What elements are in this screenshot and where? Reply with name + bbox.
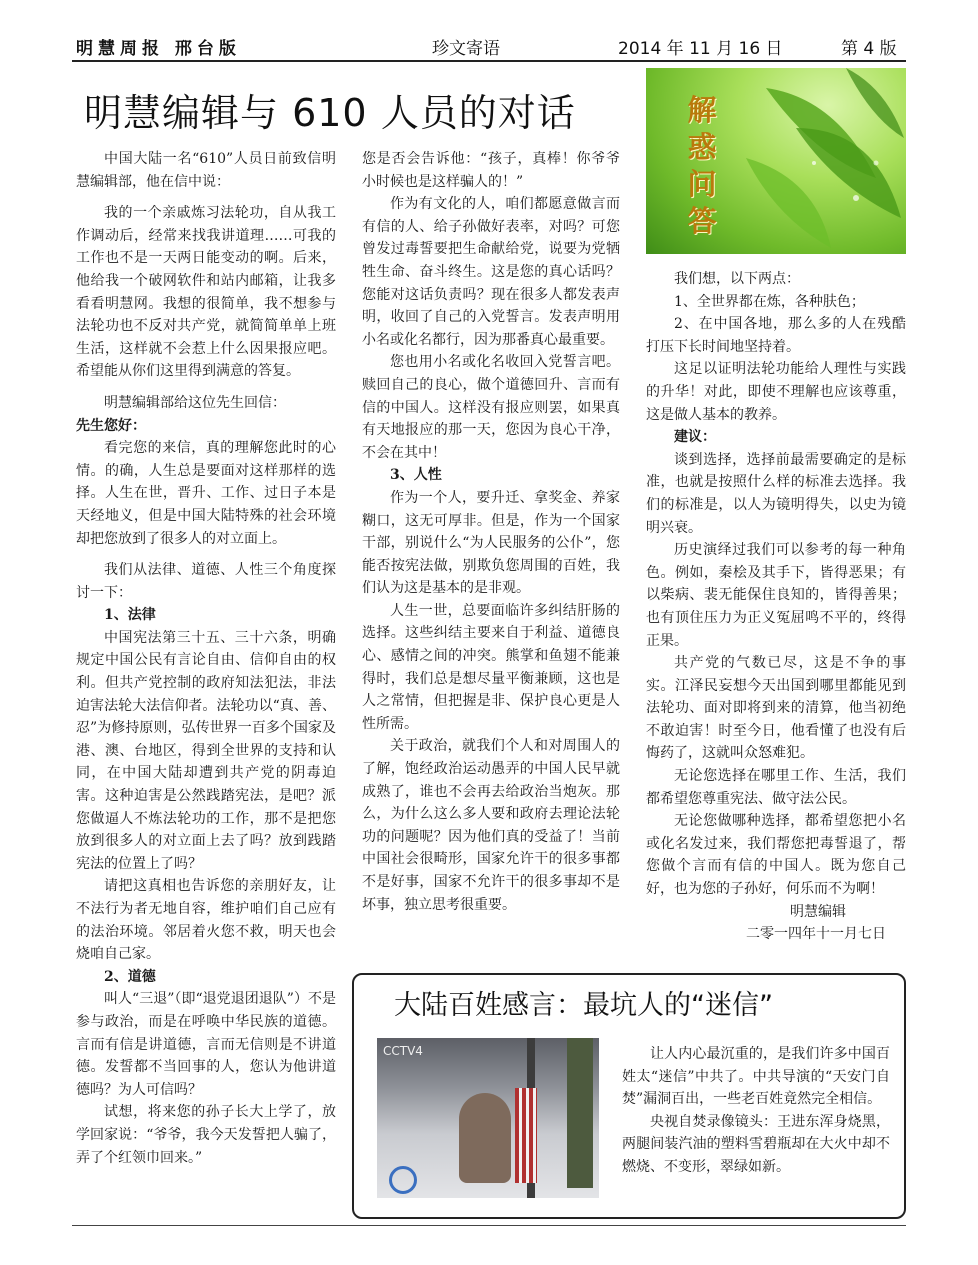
paragraph: 我们想，以下两点： [674,271,800,287]
paragraph: 明慧编辑部给这位先生回信： [104,394,286,411]
salutation: 先生您好： [76,417,146,434]
paragraph: 让人内心最沉重的，是我们许多中国百姓太“迷信”中共了。中共导演的“天安门自焚”漏洞百出，一些老百姓竟然完全相信。 [622,1046,890,1108]
signature: 明慧编辑 [790,903,846,920]
page-number: 第 4 版 [841,39,897,59]
paragraph: 中国宪法第三十五、三十六条，明确规定中国公民有言论自由、信仰自由的权利。但共产党控制的政府知法犯法，非法迫害法轮大法信仰者。法轮功以“真、善、忍”为修持原则，弘传世界一百多个国家及港、澳、台地区，得到全世界的支持和认同，在中国大陆却遭到共产党的阴毒迫害。这种迫害是公然践踏宪法，是吧？派您做逼人不炼法轮功的工作，那不是把您放到很多人的对立面上去了吗？放到践踏宪法的位置上了吗？ [76,629,336,872]
photo-flag [515,1088,537,1183]
article-column-right [646,268,906,946]
boxed-article [352,973,906,1219]
section-name: 珍文寄语 [432,39,500,59]
paragraph: 您是否会告诉他：“孩子，真棒！你爷爷小时候也是这样骗人的！” [362,151,620,190]
paragraph: 作为一个人，要升迁、拿奖金、养家糊口，这无可厚非。但是，作为一个国家干部，别说什么“为人民服务的公仆”，您能否按宪法做，别欺负您周围的百姓，我们认为这是基本的是非观。 [362,489,620,597]
article-title: 明慧编辑与 610 人员的对话 [84,91,576,135]
boxed-article-body [622,1043,890,1179]
paragraph: 历史演绎过我们可以参考的每一种角色。例如，秦桧及其手下，皆得恶果；有以柴病、裴无能保住良知的，皆得善果；也有顶住压力为正义冤屈鸣不平的，终得正果。 [646,542,906,649]
paragraph: 这足以证明法轮功能给人理性与实践的升华！对此，即使不理解也应该尊重，这是做人基本的教养。 [646,361,906,423]
boxed-article-title: 大陆百姓感言：最坑人的“迷信” [394,990,773,1021]
paragraph: 我的一个亲戚炼习法轮功，自从我工作调动后，经常来找我讲道理……可我的工作也不是一天两日能变动的啊。后来，他给我一个破网软件和站内邮箱，让我多看看明慧网。我想的很简单，我不想参与法轮功也不反对共产党，就简简单单上班生活，这样就不会惹上什么因果报应吧。希望能从你们这里得到满意的答复。 [76,205,336,380]
list-item: 2、在中国各地，那么多的人在残酷打压下长时间地坚持着。 [646,316,906,355]
photo-officer [567,1038,593,1188]
paragraph: 关于政治，就我们个人和对周围人的了解，饱经政治运动愚弄的中国人民早就成熟了，谁也不会再去给政治当炮灰。那么，为什么这么多人要和政府去理论法轮功的问题呢？因为他们真的受益了！当前中国社会很畸形，国家允许干的很多事都不是好事，国家不允许干的很多事却不是坏事，独立思考很重要。 [362,738,620,913]
paragraph: 中国大陆一名“610”人员日前致信明慧编辑部，他在信中说： [76,151,336,190]
section-heading: 1、法律 [104,607,156,624]
masthead [72,34,906,60]
paragraph: 您也用小名或化名收回入党誓言吧。赎回自己的良心，做个道德回升、言而有信的中国人。这样没有报应则罢，如果真有天地报应的那一天，您因为良心干净，不会在其中！ [362,354,620,461]
paragraph: 无论您选择在哪里工作、生活，我们都希望您尊重宪法、做守法公民。 [646,768,906,807]
section-heading: 建议： [674,429,716,446]
paragraph: 叫人“三退”（即“退党退团退队”）不是参与政治，而是在呼唤中华民族的道德。言而有信是讲道德，言而无信则是不讲道德。发誓都不当回事的人，您认为他讲道德吗？为人可信吗？ [76,991,336,1098]
leaf-banner-image [646,68,906,254]
broadcaster-logo-icon [389,1166,417,1194]
paragraph: 我们从法律、道德、人性三个角度探讨一下： [76,562,336,601]
paragraph: 无论您做哪种选择，都希望您把小名或化名发过来，我们帮您把毒誓退了，帮您做个言而有信的中国人。既为您自己好，也为您的子孙好，何乐而不为啊！ [646,813,906,898]
news-photo [377,1038,599,1198]
paragraph: 看完您的来信，真的理解您此时的心情。的确，人生总是要面对这样那样的选择。人生在世，晋升、工作、过日子本是天经地义，但是中国大陆特殊的社会环境却把您放到了很多人的对立面上。 [76,440,336,547]
list-item: 1、全世界都在炼，各种肤色； [674,293,865,310]
paragraph: 共产党的气数已尽，这是不争的事实。江泽民妄想今天出国到哪里都能见到法轮功、面对即将到来的清算，他当初绝不敢迫害！时至今日，他看懂了也没有后悔药了，这就叫众怒难犯。 [646,655,906,762]
paper-name: 明慧周报 邢台版 [76,39,241,59]
paragraph: 央视自焚录像镜头：王进东浑身烧黑，两腿间装汽油的塑料雪碧瓶却在大火中却不燃烧、不变形，翠绿如新。 [622,1113,890,1175]
paragraph: 作为有文化的人，咱们都愿意做言而有信的人、给子孙做好表率，对吗？可您曾发过毒誓要把生命献给党，说要为党牺牲生命、奋斗终生。这是您的真心话吗？您能对这话负责吗？现在很多人都发表声明，收回了自己的入党誓言。发表声明用小名或化名都行，因为那番真心最重要。 [362,196,620,348]
issue-date: 2014 年 11 月 16 日 [618,39,783,59]
paragraph: 请把这真相也告诉您的亲朋好友，让不法行为者无地自容，维护咱们自己应有的法治环境。邻居着火您不救，明天也会烧咱自己家。 [76,878,336,963]
paragraph: 谈到选择，选择前最需要确定的是标准，也就是按照什么样的标准去选择。我们的标准是，以人为镜明得失，以史为镜明兴衰。 [646,451,906,536]
paragraph: 试想，将来您的孙子长大上学了，放学回家说：“爷爷，我今天发誓把人骗了，弄了个红领巾回来。” [76,1104,336,1166]
header-divider [72,60,906,62]
footer-divider [72,1225,906,1226]
photo-watermark: CCTV4 [383,1044,423,1058]
section-heading: 2、道德 [104,968,156,985]
paragraph: 人生一世，总要面临许多纠结肝肠的选择。这些纠结主要来自于利益、道德良心、感情之间的冲突。熊掌和鱼翅不能兼得时，我们总是想尽量平衡兼顾，这也是人之常情，但把握是非、保护良心更是人性所需。 [362,602,620,732]
sidebar-label: 解惑问答 [687,93,717,238]
article-column-left [76,148,336,1169]
section-heading: 3、人性 [390,467,442,484]
article-column-middle [362,148,620,916]
signature-date: 二零一四年十一月七日 [746,926,886,943]
photo-figure [459,1093,511,1183]
